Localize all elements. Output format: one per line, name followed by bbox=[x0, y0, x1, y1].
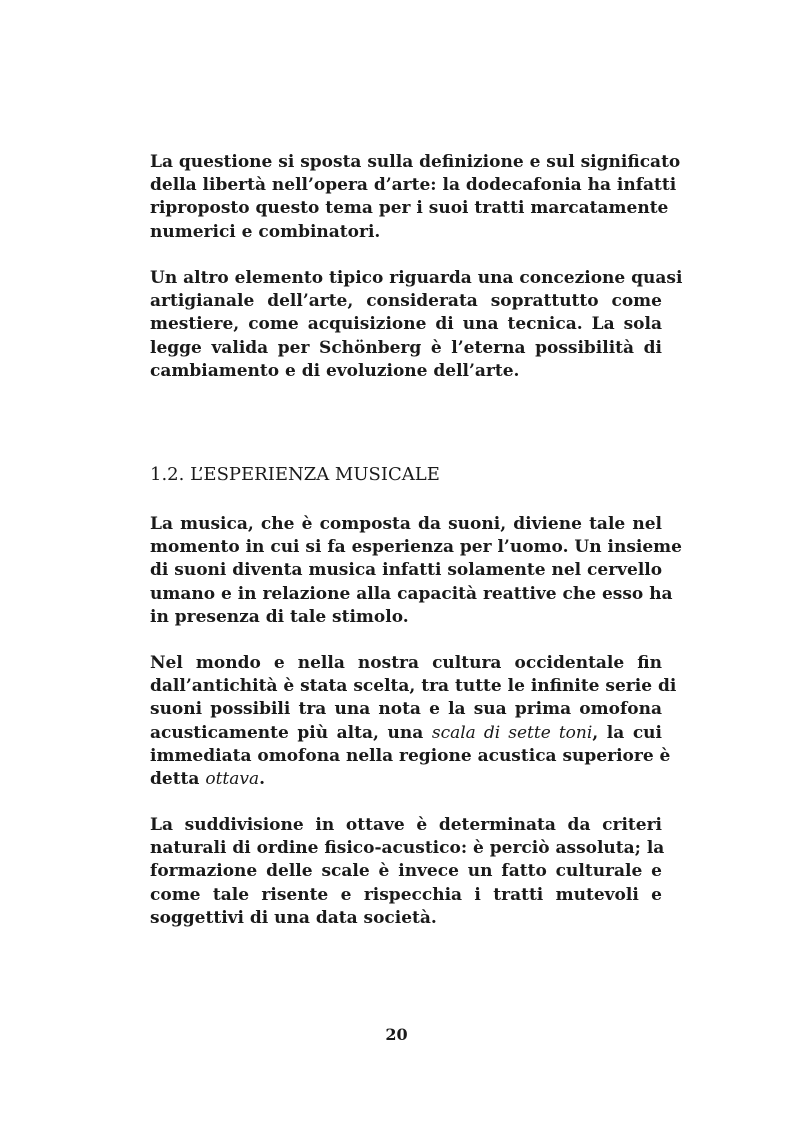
text-line: della libertà nell’opera d’arte: la dodecafonia ha infatti bbox=[150, 175, 677, 196]
text-line: riproposto questo tema per i suoi tratti marcatamente bbox=[150, 198, 669, 219]
text-line: dall’antichità è stata scelta, tra tutte le infinite serie di bbox=[150, 676, 677, 697]
text-line: formazione delle scale è invece un fatto culturale e bbox=[150, 861, 662, 882]
text-line: artigianale dell’arte, considerata soprattutto come bbox=[150, 291, 662, 312]
text-fragment: . bbox=[259, 768, 266, 789]
page-number: 20 bbox=[385, 1025, 408, 1044]
paragraph-octave-division bbox=[150, 814, 665, 930]
text-line: La questione si sposta sulla definizione e sul significato bbox=[150, 152, 681, 172]
section-heading: 1.2. L’ESPERIENZA MUSICALE bbox=[150, 464, 440, 485]
paragraph-artisanal-art bbox=[150, 267, 683, 383]
text-fragment: detta bbox=[150, 768, 200, 789]
text-fragment: , la cui bbox=[592, 722, 663, 743]
text-line: soggettivi di una data società. bbox=[150, 907, 437, 928]
text-line: suoni possibili tra una nota e la sua prima omofona bbox=[150, 699, 662, 720]
text-line-mixed bbox=[150, 768, 662, 791]
text-line: momento in cui si fa esperienza per l’uomo. Un insieme bbox=[150, 537, 682, 558]
emphasis-octave-term: ottava bbox=[205, 768, 260, 789]
text-line-mixed bbox=[150, 722, 662, 745]
text-line: mestiere, come acquisizione di una tecnica. La sola bbox=[150, 314, 662, 335]
text-line: La musica, che è composta da suoni, diviene tale nel bbox=[150, 514, 662, 534]
text-line: in presenza di tale stimolo. bbox=[150, 606, 409, 627]
text-line: legge valida per Schönberg è l’eterna possibilità di bbox=[150, 337, 662, 358]
text-line: di suoni diventa musica infatti solamente nel cervello bbox=[150, 560, 663, 581]
text-line: umano e in relazione alla capacità reattive che esso ha bbox=[150, 583, 673, 604]
text-line: come tale risente e rispecchia i tratti mutevoli e bbox=[150, 884, 662, 905]
paragraph-western-scale bbox=[150, 652, 677, 791]
text-line: Un altro elemento tipico riguarda una concezione quasi bbox=[150, 268, 683, 288]
paragraph-music-experience bbox=[150, 513, 682, 629]
text-fragment: acusticamente più alta, una bbox=[150, 722, 424, 743]
text-line: immediata omofona nella regione acustica superiore è bbox=[150, 745, 671, 766]
paragraph-freedom-in-art bbox=[150, 151, 681, 244]
text-line: cambiamento e di evoluzione dell’arte. bbox=[150, 360, 520, 381]
text-line: La suddivisione in ottave è determinata da criteri bbox=[150, 815, 662, 835]
emphasis-scale-term: scala di sette toni bbox=[431, 722, 593, 743]
text-line: Nel mondo e nella nostra cultura occidentale fin bbox=[150, 653, 662, 673]
text-line: naturali di ordine fisico-acustico: è perciò assoluta; la bbox=[150, 838, 665, 859]
text-line: numerici e combinatori. bbox=[150, 221, 381, 242]
